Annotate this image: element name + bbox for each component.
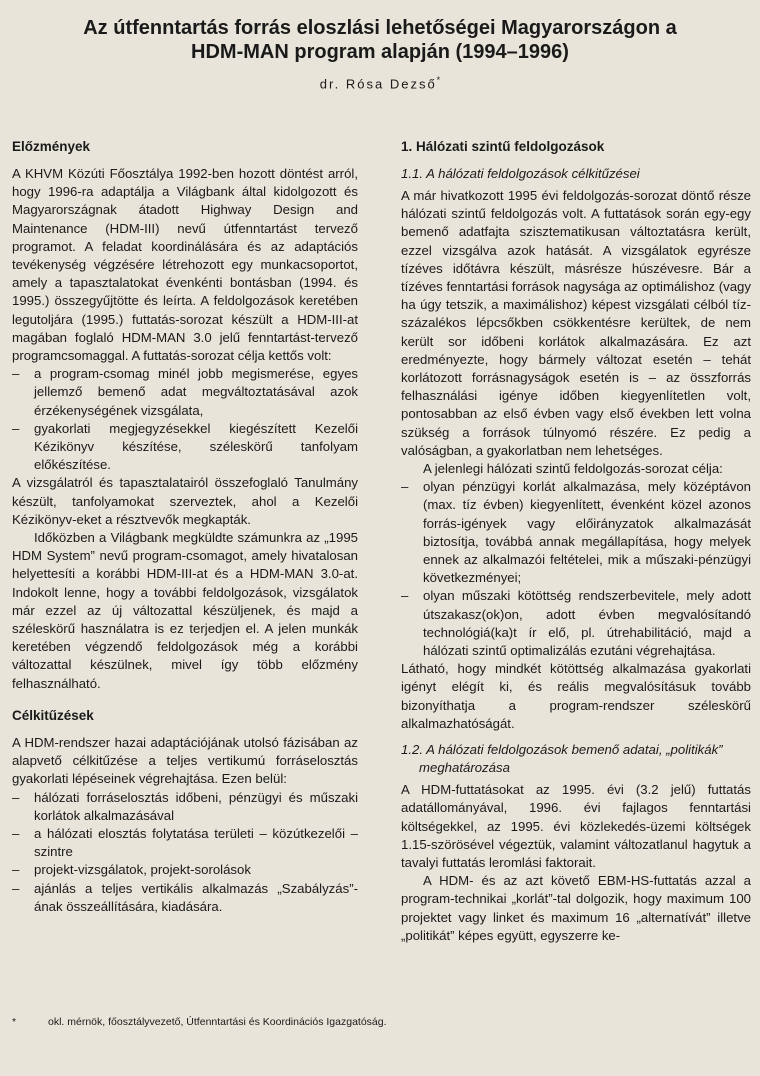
list-item: – hálózati forráselosztás időbeni, pénzügyi és műszaki korlátok alkalmazásával	[12, 789, 358, 825]
list-item: – projekt-vizsgálatok, projekt-sorolások	[12, 861, 358, 879]
list-item: – gyakorlati megjegyzésekkel kiegészített Kezelői Kézikönyv készítése, széleskörű tanfolyam előkészítése.	[12, 420, 358, 475]
footnote-text: okl. mérnök, főosztályvezető, Útfenntartási és Koordinációs Igazgatóság.	[48, 1016, 387, 1028]
author-line	[0, 75, 760, 91]
bullet-list	[401, 478, 751, 660]
title-line-1: Az útfenntartás forrás eloszlási lehetőségei Magyarországon a	[83, 17, 677, 39]
list-item: – a program-csomag minél jobb megismerése, egyes jellemző bemenő adat megváltoztatásával azok érzékenységének vizsgálata,	[12, 365, 358, 420]
list-item: – olyan műszaki kötöttség rendszerbevitele, mely adott útszakasz(ok)on, adott évben megvalósítandó technológiá(ka)t ír elő, pl. útrehabilitáció, majd a hálózati szintű optimalizálás ezutáni végrehajtása.	[401, 587, 751, 660]
list-item: – a hálózati elosztás folytatása területi – közútkezelői – szintre	[12, 825, 358, 861]
heading-section-1: 1. Hálózati szintű feldolgozások	[401, 139, 605, 154]
title-line-2: HDM-MAN program alapján (1994–1996)	[191, 41, 569, 63]
heading-elozmenyek: Előzmények	[12, 139, 91, 154]
paragraph: Időközben a Világbank megküldte számunkra az „1995 HDM System” nevű program-csomagot, amely hivatalosan helyettesíti a korábbi HDM-III-at és a HDM-MAN 3.0-at. Indokolt lenne, hogy a további feldolgozások, vizsgálatok már ezzel az új változattal készüljenek, és majd a széleskörű használatra is ez terjedjen el. A jelen munkák keretében végzendő feldolgozások még a korábbi változattal készülnek, mivel így több előzmény felhasználható.	[12, 530, 358, 691]
paragraph: A vizsgálatról és tapasztalatairól összefoglaló Tanulmány készült, tanfolyamokat szerveztek, ahol a Kezelői Kézikönyv-eket a résztvevők megkapták.	[12, 475, 358, 527]
author-name: dr. Rósa Dezső	[319, 76, 437, 92]
footnote	[12, 1016, 742, 1028]
paragraph: A jelenlegi hálózati szintű feldolgozás-sorozat célja:	[423, 461, 723, 477]
paragraph: A KHVM Közúti Főosztálya 1992-ben hozott döntést arról, hogy 1996-ra adaptálja a Világbank által kidolgozott és Magyarországnak átadott Highway Design and Maintenance (HDM-III) nevű útfenntartást tervező programot. A feladat koordinálására és az adaptációs tevékenység végzésére létrehozott egy munkacsoportot, amely a tapasztalatokat évenkénti bontásban (1994. és 1995.) összegyűjtötte és leírta. A feldolgozások keretében legutoljára (1995.) futtatás-sorozat készült a HDM-III-at magában foglaló HDM-MAN 3.0 jelű fenntartást-tervező programcsomaggal. A futtatás-sorozat célja kettős volt:	[12, 166, 358, 364]
paragraph: A már hivatkozott 1995 évi feldolgozás-sorozat döntő része hálózati szintű feldolgozás volt. A futtatások során egy-egy bemenő adatfajta szisztematikusan változtatásra került, ezzel vizsgálva azok hatását. A vizsgálatok egyrésze tízéves időtávra készült, másrésze húszévesre. Bár a tízéves fenntartási források nagysága az optimálishoz (vagy ha úgy tetszik, a maximálishoz) képest vizsgálati célból tíz-százalékos lépcsőkben csökkentésre kerültek, de nem került sor időbeni korlátok alkalmazására. Ez azt eredményezte, hogy bármely változat esetén – tehát korlátozott forrásnagyságok esetén is – az összforrás felhasználási igénye időben kiegyenlítetlen volt, pontosabban az első évben vagy első években lett volna szükség a források túlnyomó részére. Ez pedig a valóságban, a gyakorlatban nem lehetséges.	[401, 188, 751, 458]
paragraph: A HDM-futtatásokat az 1995. évi (3.2 jelű) futtatás adatállományával, 1996. évi fajlagos fenntartási költségekkel, az 1995. évi közlekedés-üzemi költségek 1.15-szörösével végeztük, valamint változatlanul hagytuk a tavalyi futtatás leromlási faktorait.	[401, 782, 751, 870]
heading-section-1-1: 1.1. A hálózati feldolgozások célkitűzései	[401, 166, 640, 181]
left-column	[12, 138, 358, 916]
bullet-list	[12, 365, 358, 474]
right-column	[401, 138, 751, 945]
heading-section-1-2: 1.2. A hálózati feldolgozások bemenő adatai, „politikák” meghatározása	[401, 742, 723, 776]
article-title	[20, 16, 740, 64]
list-item: – olyan pénzügyi korlát alkalmazása, mely középtávon (max. tíz évben) kiegyenlített, évenként közel azonos forrás-igények vagy előirányzatok alkalmazását biztosítja, továbbá annak megállapítása, hogy melyek ennek az alkalmazói feltételei, mik a műszaki-pénzügyi következményei;	[401, 478, 751, 587]
heading-celkituzesek: Célkitűzések	[12, 707, 94, 723]
paragraph: A HDM- és az azt követő EBM-HS-futtatás azzal a program-technikai „korlát”-tal dolgozik, hogy maximum 100 projektet vagy linket és maximum 16 „alternatívát” illetve „politikát” képes együtt, egyszerre ke-	[401, 873, 751, 943]
author-footnote-mark: *	[436, 75, 441, 85]
list-item: – ajánlás a teljes vertikális alkalmazás „Szabályzás”-ának összeállítására, kiadására.	[12, 880, 358, 916]
footnote-mark: *	[12, 1016, 17, 1028]
bullet-list	[12, 789, 358, 916]
paragraph: Látható, hogy mindkét kötöttség alkalmazása gyakorlati igényt elégít ki, és reális megvalósításuk tovább bizonyíthatja a program-rendszer széleskörű alkalmazhatóságát.	[401, 661, 751, 731]
paragraph: A HDM-rendszer hazai adaptációjának utolsó fázisában az alapvető célkitűzése a teljes vertikumú forráselosztás gyakorlati lépéseinek végrehajtása. Ezen belül:	[12, 734, 358, 787]
